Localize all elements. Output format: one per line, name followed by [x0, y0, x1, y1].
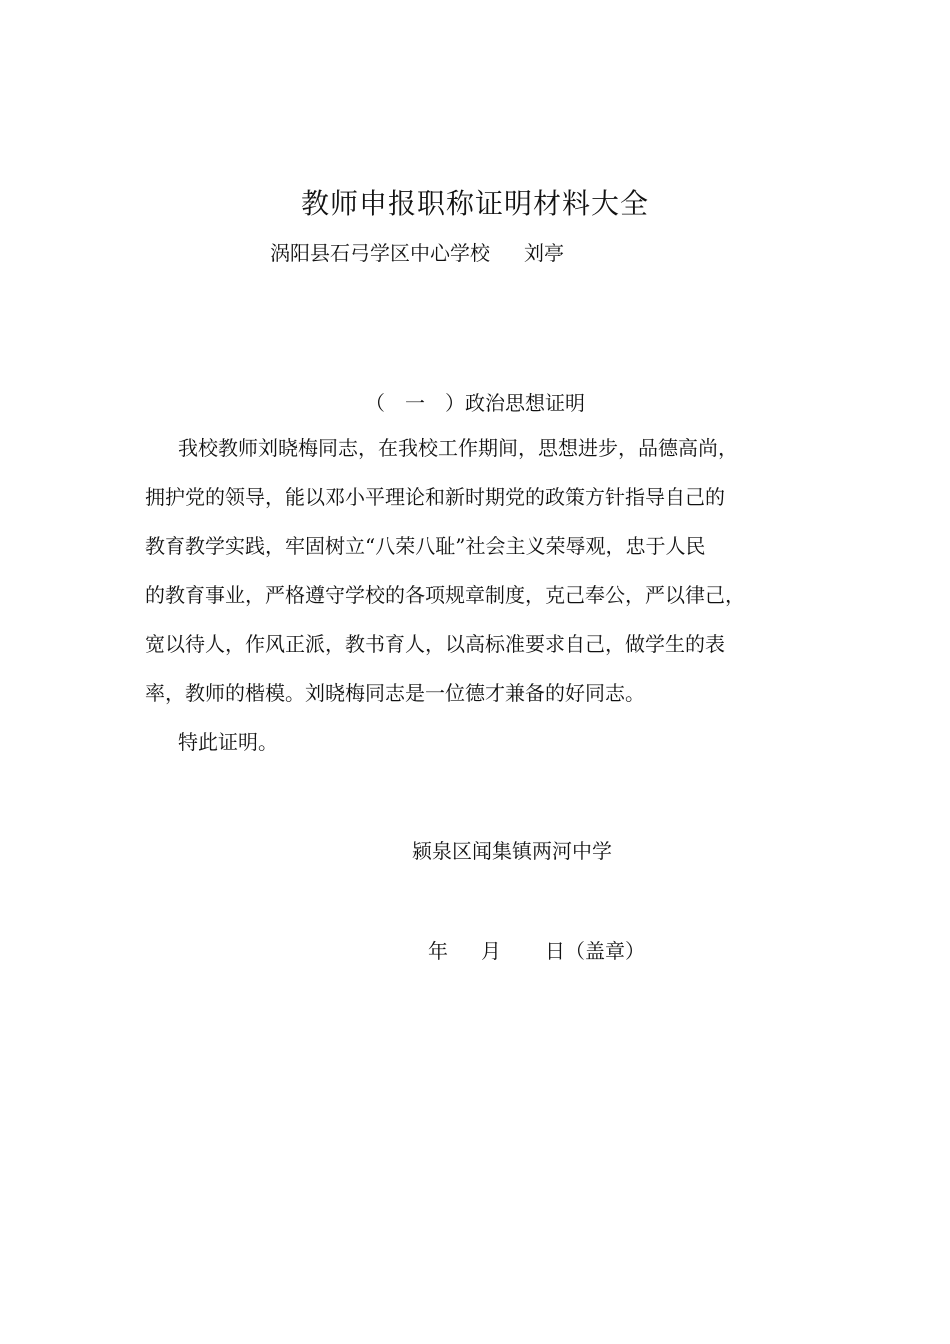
document-title: 教师申报职称证明材料大全 — [300, 187, 649, 220]
body-line: 的教育事业，严格遵守学校的各项规章制度，克己奉公，严以律己， — [145, 583, 745, 607]
date-month: 月 — [481, 939, 501, 963]
body-line: 率，教师的楷模。刘晓梅同志是一位德才兼备的好同志。 — [145, 681, 645, 705]
section-heading: （ 一 ）政治思想证明 — [365, 391, 585, 415]
school-name: 涡阳县石弓学区中心学校 — [270, 241, 490, 265]
date-day-seal: 日（盖章） — [545, 939, 645, 963]
date-line — [428, 935, 645, 964]
body-line: 教育教学实践，牢固树立“八荣八耻”社会主义荣辱观，忠于人民 — [145, 534, 706, 558]
signature-organization: 颍泉区闻集镇两河中学 — [412, 839, 612, 863]
body-line: 拥护党的领导，能以邓小平理论和新时期党的政策方针指导自己的 — [145, 485, 725, 509]
closing-statement: 特此证明。 — [178, 730, 278, 754]
certificate-body — [145, 431, 825, 774]
body-line: 宽以待人，作风正派，教书育人，以高标准要求自己，做学生的表 — [145, 632, 725, 656]
body-line: 我校教师刘晓梅同志，在我校工作期间，思想进步，品德高尚， — [178, 436, 738, 460]
date-year: 年 — [428, 939, 448, 963]
author-line — [270, 237, 564, 266]
author-name: 刘亭 — [524, 241, 564, 265]
